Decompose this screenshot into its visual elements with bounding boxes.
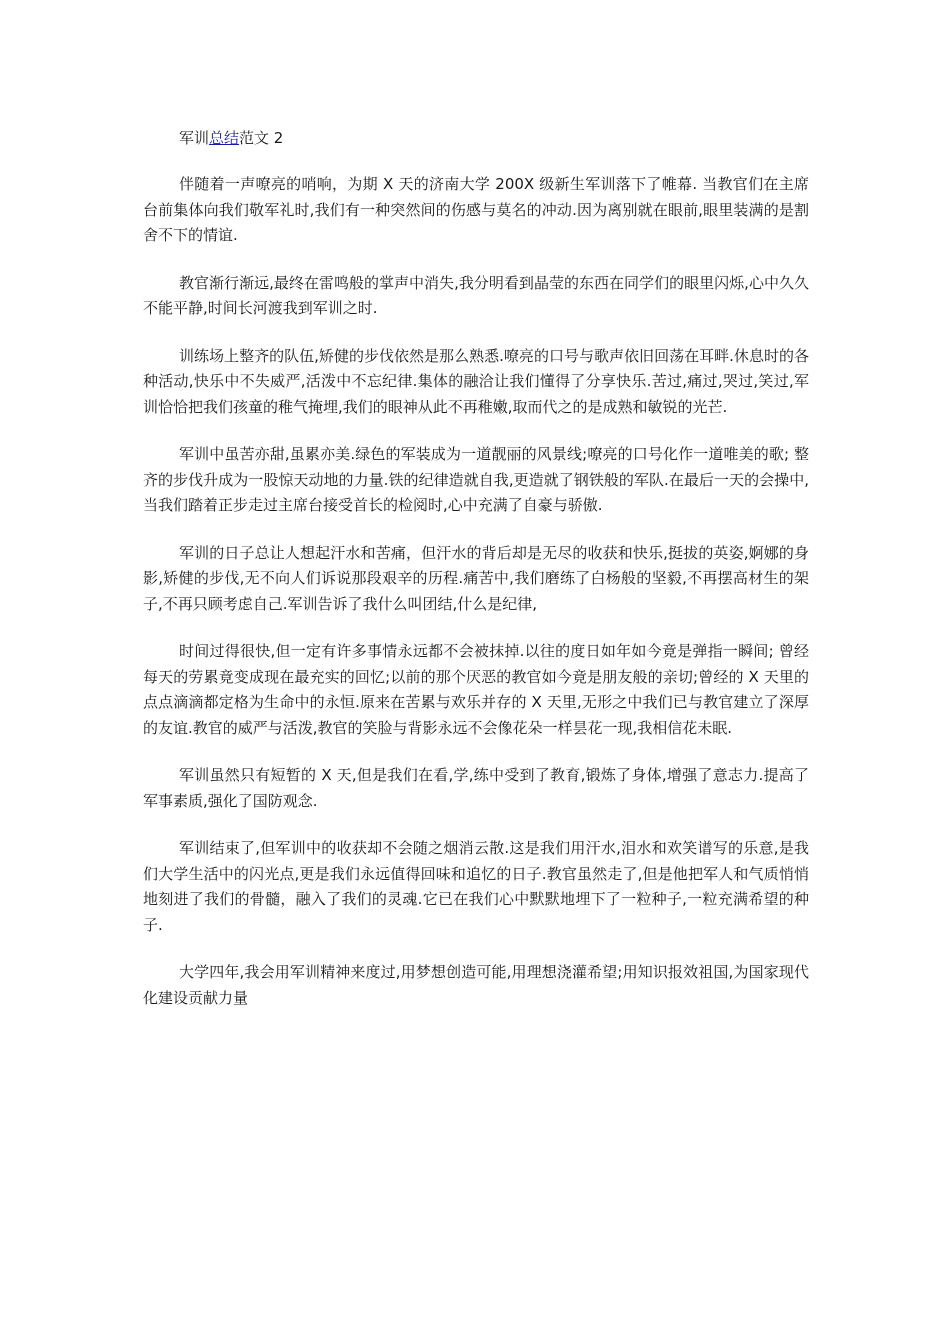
paragraph: 大学四年,我会用军训精神来度过,用梦想创造可能,用理想浇灌希望;用知识报效祖国,为国家现代化建设贡献力量 <box>143 963 809 1007</box>
paragraph: 训练场上整齐的队伍,矫健的步伐依然是那么熟悉.嘹亮的口号与歌声依旧回荡在耳畔.休息时的各种活动,快乐中不失威严,活泼中不忘纪律.集体的融洽让我们懂得了分享快乐.苦过,痛过,哭过,笑过,军训恰恰把我们孩童的稚气掩埋,我们的眼神从此不再稚嫩,取而代之的是成熟和敏锐的光芒. <box>143 346 809 416</box>
paragraph: 伴随着一声嘹亮的哨响，为期 X 天的济南大学 200X 级新生军训落下了帷幕. 当教官们在主席台前集体向我们敬军礼时,我们有一种突然间的伤感与莫名的冲动.因为离别就在眼前,眼里装满的是割舍不下的情谊. <box>143 175 809 244</box>
paragraph: 时间过得很快,但一定有许多事情永远都不会被抹掉.以往的度日如年如今竟是弹指一瞬间; 曾经每天的劳累竟变成现在最充实的回忆;以前的那个厌恶的教官如今竟是朋友般的亲切;曾经的 X 天里的点点滴滴都定格为生命中的永恒.原来在苦累与欢乐并存的 X 天里,无形之中我们已与教官建立了深厚的友谊.教官的威严与活泼,教官的笑脸与背影永远不会像花朵一样昙花一现,我相信花未眠. <box>143 642 809 737</box>
paragraph: 军训虽然只有短暂的 X 天,但是我们在看,学,练中受到了教育,锻炼了身体,增强了意志力.提高了军事素质,强化了国防观念. <box>143 766 809 810</box>
document-page <box>143 126 809 1033</box>
document-title <box>143 126 809 150</box>
paragraph: 教官渐行渐远,最终在雷鸣般的掌声中消失,我分明看到晶莹的东西在同学们的眼里闪烁,心中久久不能平静,时间长河渡我到军训之时. <box>143 273 809 317</box>
paragraph: 军训的日子总让人想起汗水和苦痛，但汗水的背后却是无尽的收获和快乐,挺拔的英姿,婀娜的身影,矫健的步伐,无不向人们诉说那段艰辛的历程.痛苦中,我们磨练了白杨般的坚毅,不再摆高材生的架子,不再只顾考虑自己.军训告诉了我什么叫团结,什么是纪律, <box>143 543 809 613</box>
title-prefix: 军训 <box>179 129 210 147</box>
title-suffix: 范文 2 <box>239 129 284 147</box>
title-link-summary[interactable]: 总结 <box>209 129 240 147</box>
paragraph: 军训中虽苦亦甜,虽累亦美.绿色的军装成为一道靓丽的风景线;嘹亮的口号化作一道唯美的歌; 整齐的步伐升成为一股惊天动地的力量.铁的纪律造就自我,更造就了钢铁般的军队.在最后一天的会操中,当我们踏着正步走过主席台接受首长的检阅时,心中充满了自豪与骄傲. <box>143 445 809 514</box>
paragraph: 军训结束了,但军训中的收获却不会随之烟消云散.这是我们用汗水,泪水和欢笑谱写的乐意,是我们大学生活中的闪光点,更是我们永远值得回味和追忆的日子.教官虽然走了,但是他把军人和气质悄悄地刻进了我们的骨髓，融入了我们的灵魂.它已在我们心中默默地埋下了一粒种子,一粒充满希望的种子. <box>143 839 809 934</box>
